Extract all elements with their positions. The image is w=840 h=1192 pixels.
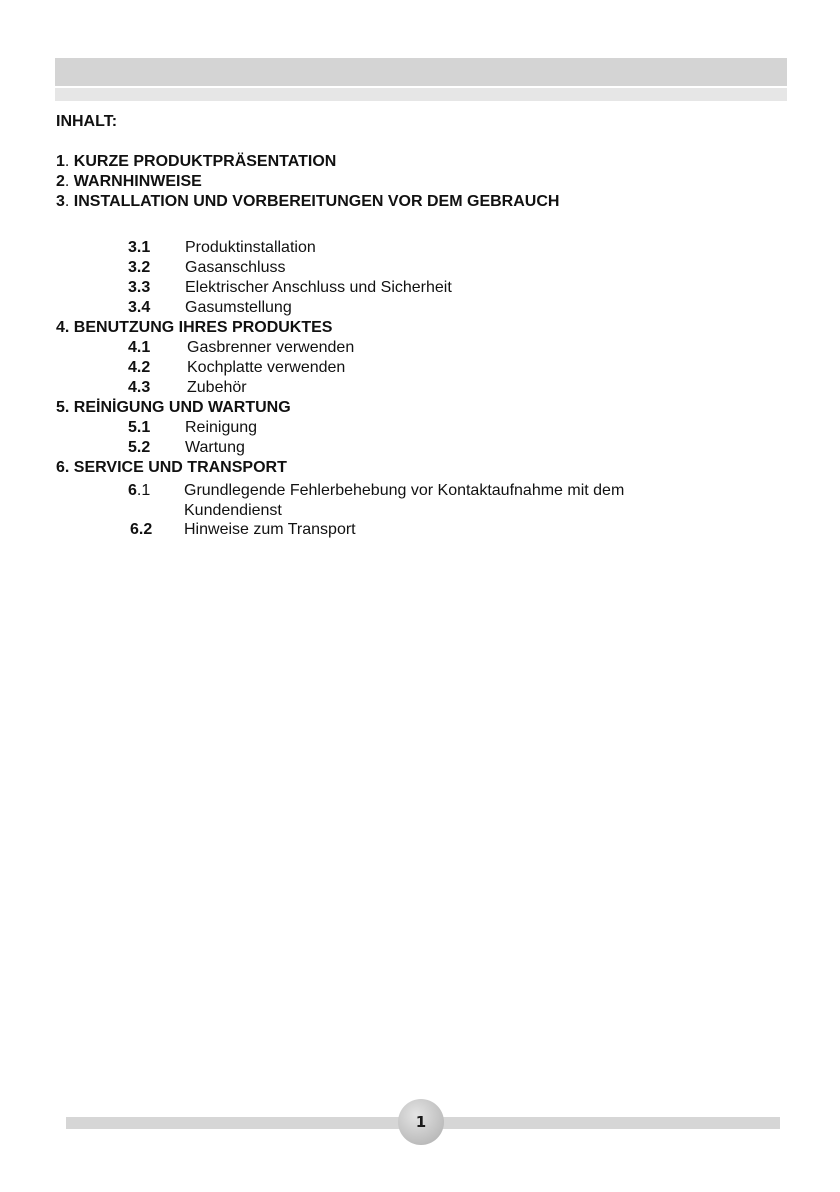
chapter-number-dot: . bbox=[64, 153, 70, 170]
section-number: 3.1 bbox=[128, 239, 151, 256]
section-label: Gasumstellung bbox=[185, 299, 292, 316]
footer-rule-left bbox=[66, 1117, 406, 1129]
section-label: Hinweise zum Transport bbox=[184, 521, 356, 538]
section-number: 3.3 bbox=[128, 279, 151, 296]
chapter-number: 6. bbox=[56, 459, 70, 476]
section-label: Produktinstallation bbox=[185, 239, 316, 256]
chapter-6[interactable] bbox=[56, 458, 287, 478]
chapter-label: REİNİGUNG UND WARTUNG bbox=[69, 399, 291, 416]
chapter-label: KURZE PRODUKTPRÄSENTATION bbox=[69, 153, 337, 170]
section-number: 5.2 bbox=[128, 439, 151, 456]
section-label: Zubehör bbox=[187, 379, 247, 396]
page-number-badge bbox=[398, 1099, 444, 1145]
section-number: 3.4 bbox=[128, 299, 151, 316]
chapter-2[interactable] bbox=[56, 172, 202, 192]
section-label: Gasbrenner verwenden bbox=[187, 339, 355, 356]
chapter-label: BENUTZUNG IHRES PRODUKTES bbox=[69, 319, 333, 336]
chapter-4[interactable] bbox=[56, 318, 332, 338]
footer-rule-right bbox=[436, 1117, 780, 1129]
section-label: Gasanschluss bbox=[185, 259, 286, 276]
section-number-suffix: .1 bbox=[136, 482, 151, 499]
section-number: 4.3 bbox=[128, 379, 151, 396]
chapter-label: SERVICE UND TRANSPORT bbox=[69, 459, 287, 476]
section-number: 3.2 bbox=[128, 259, 151, 276]
chapter-number: 1 bbox=[56, 153, 65, 170]
section-number: 6.2 bbox=[130, 521, 153, 538]
section-label: Wartung bbox=[185, 439, 245, 456]
page-number: 1 bbox=[415, 1113, 427, 1131]
section-label: Elektrischer Anschluss und Sicherheit bbox=[185, 279, 452, 296]
chapter-label: WARNHINWEISE bbox=[69, 173, 202, 190]
chapter-3[interactable] bbox=[56, 192, 559, 212]
section-6-1[interactable] bbox=[128, 481, 708, 521]
chapter-number: 3 bbox=[56, 193, 65, 210]
chapter-number: 5. bbox=[56, 399, 70, 416]
section-label-continued: Kundendienst bbox=[184, 502, 282, 519]
section-number: 5.1 bbox=[128, 419, 151, 436]
section-number: 4.1 bbox=[128, 339, 151, 356]
chapter-label: INSTALLATION UND VORBEREITUNGEN VOR DEM GEBRAUCH bbox=[69, 193, 560, 210]
toc-title: INHALT: bbox=[56, 113, 118, 130]
section-label: Reinigung bbox=[185, 419, 258, 436]
chapter-number: 2 bbox=[56, 173, 65, 190]
chapter-1[interactable] bbox=[56, 152, 336, 172]
chapter-number-dot: . bbox=[64, 193, 70, 210]
header-bar bbox=[55, 58, 787, 86]
chapter-5[interactable] bbox=[56, 398, 291, 418]
section-label: Kochplatte verwenden bbox=[187, 359, 346, 376]
section-label: Grundlegende Fehlerbehebung vor Kontaktaufnahme mit dem bbox=[184, 482, 625, 499]
chapter-number-dot: . bbox=[64, 173, 70, 190]
section-number: 6 bbox=[128, 482, 137, 499]
header-strip bbox=[55, 88, 787, 101]
chapter-number: 4. bbox=[56, 319, 70, 336]
section-number: 4.2 bbox=[128, 359, 151, 376]
